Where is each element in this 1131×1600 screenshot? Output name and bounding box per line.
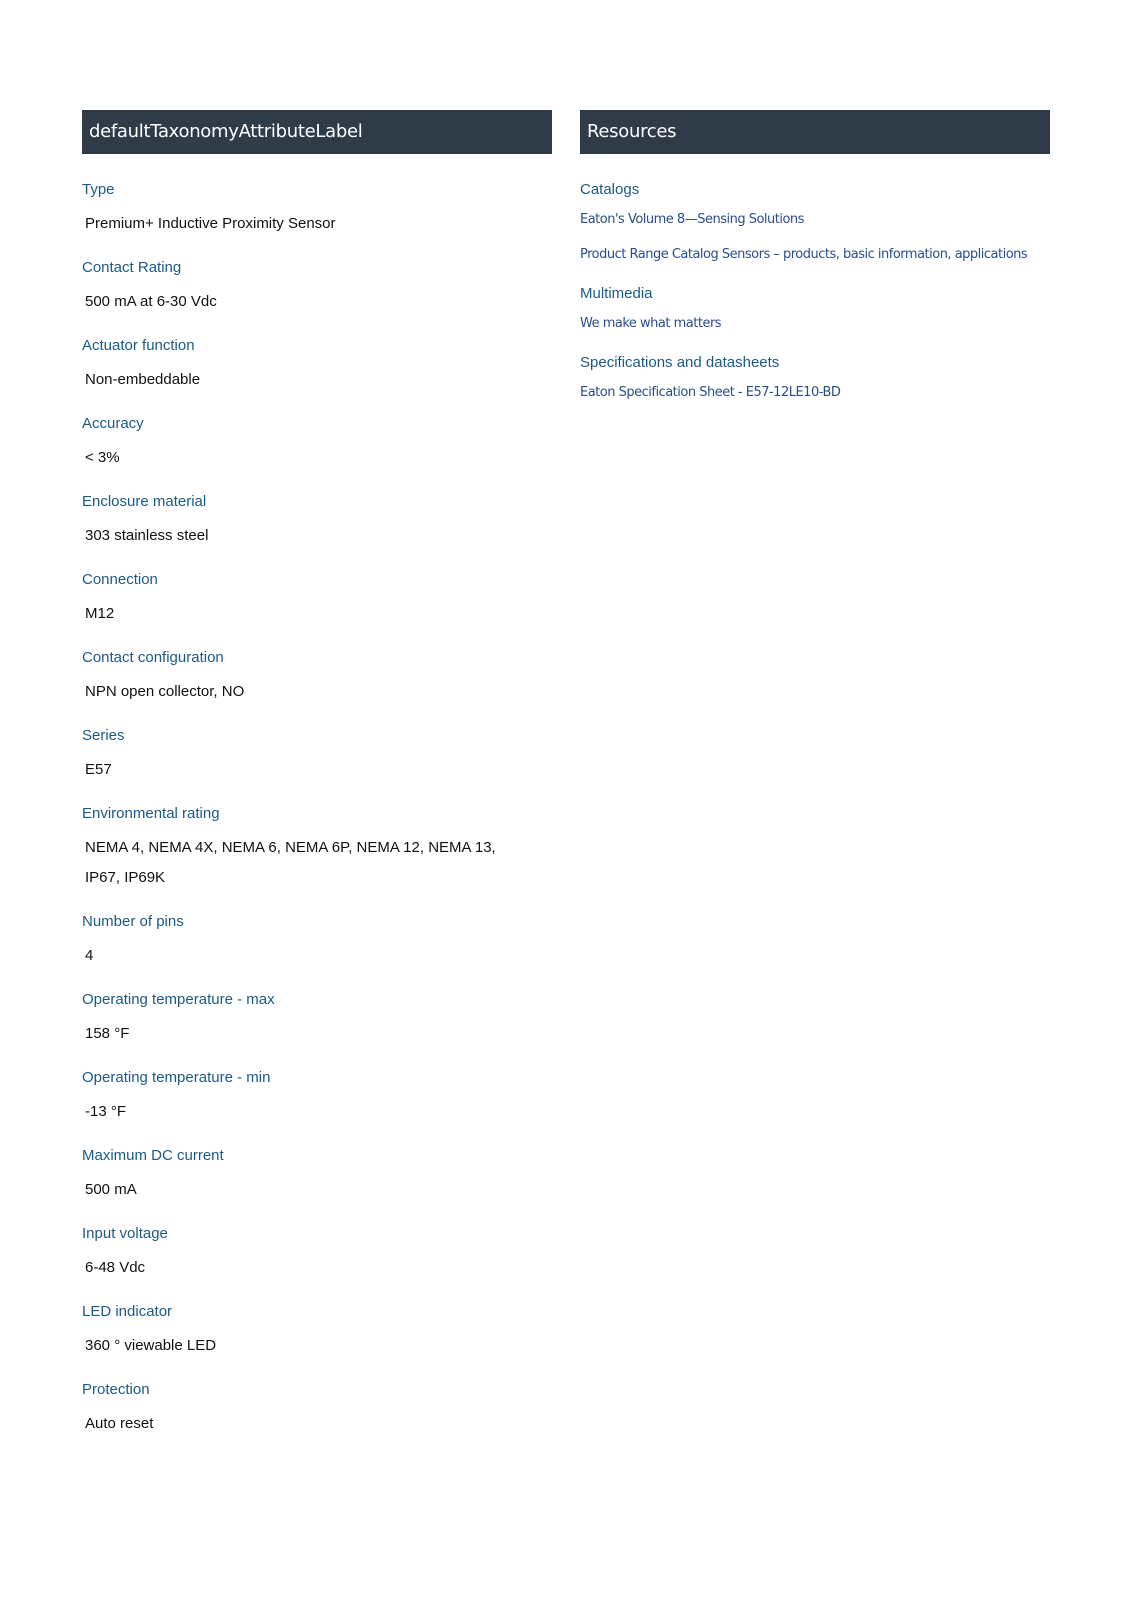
resource-link[interactable]: Eaton's Volume 8—Sensing Solutions: [580, 212, 804, 227]
resource-link[interactable]: We make what matters: [580, 316, 722, 331]
spec-value: Non-embeddable: [85, 371, 201, 388]
resource-heading: Multimedia: [580, 285, 653, 302]
spec-value: < 3%: [85, 449, 120, 466]
spec-item: [82, 727, 552, 785]
spec-label: Actuator function: [82, 337, 195, 354]
spec-label: Enclosure material: [82, 493, 207, 510]
spec-value: 4: [85, 947, 94, 964]
spec-item: [82, 805, 552, 893]
specifications-header: defaultTaxonomyAttributeLabel: [82, 110, 552, 154]
spec-label: Contact configuration: [82, 649, 224, 666]
spec-value: NEMA 4, NEMA 4X, NEMA 6, NEMA 6P, NEMA 12, NEMA 13, IP67, IP69K: [85, 839, 496, 886]
resource-group: [580, 285, 1050, 332]
specifications-column: [82, 110, 552, 1459]
spec-item: [82, 1069, 552, 1127]
spec-value: 500 mA: [85, 1181, 137, 1198]
spec-label: Operating temperature - max: [82, 991, 275, 1008]
spec-value: 6-48 Vdc: [85, 1259, 146, 1276]
spec-value: 360 ° viewable LED: [85, 1337, 217, 1354]
resources-header: Resources: [580, 110, 1050, 154]
spec-label: Connection: [82, 571, 158, 588]
resource-link[interactable]: Product Range Catalog Sensors – products, basic information, applications: [580, 247, 1028, 262]
spec-list: [82, 181, 552, 1439]
spec-value: 158 °F: [85, 1025, 130, 1042]
spec-label: LED indicator: [82, 1303, 173, 1320]
spec-label: Input voltage: [82, 1225, 168, 1242]
spec-item: [82, 1303, 552, 1361]
spec-item: [82, 649, 552, 707]
resource-group: [580, 354, 1050, 401]
spec-value: E57: [85, 761, 112, 778]
spec-item: [82, 1147, 552, 1205]
spec-item: [82, 913, 552, 971]
spec-item: [82, 1225, 552, 1283]
resources-list: [580, 181, 1050, 401]
resources-column: [580, 110, 1050, 423]
spec-label: Number of pins: [82, 913, 184, 930]
spec-item: [82, 991, 552, 1049]
spec-item: [82, 259, 552, 317]
spec-value: Premium+ Inductive Proximity Sensor: [85, 215, 336, 232]
spec-item: [82, 1381, 552, 1439]
spec-value: -13 °F: [85, 1103, 127, 1120]
spec-label: Protection: [82, 1381, 150, 1398]
spec-item: [82, 181, 552, 239]
spec-item: [82, 415, 552, 473]
spec-value: 303 stainless steel: [85, 527, 209, 544]
spec-value: M12: [85, 605, 115, 622]
spec-label: Operating temperature - min: [82, 1069, 271, 1086]
resource-group: [580, 181, 1050, 263]
spec-label: Environmental rating: [82, 805, 220, 822]
spec-value: 500 mA at 6-30 Vdc: [85, 293, 217, 310]
spec-label: Series: [82, 727, 125, 744]
resource-heading: Catalogs: [580, 181, 640, 198]
spec-value: NPN open collector, NO: [85, 683, 245, 700]
spec-label: Maximum DC current: [82, 1147, 224, 1164]
spec-value: Auto reset: [85, 1415, 154, 1432]
resource-heading: Specifications and datasheets: [580, 354, 780, 371]
spec-item: [82, 571, 552, 629]
spec-item: [82, 337, 552, 395]
spec-label: Type: [82, 181, 115, 198]
spec-label: Accuracy: [82, 415, 144, 432]
resource-link[interactable]: Eaton Specification Sheet - E57-12LE10-BD: [580, 385, 841, 400]
spec-item: [82, 493, 552, 551]
spec-label: Contact Rating: [82, 259, 182, 276]
